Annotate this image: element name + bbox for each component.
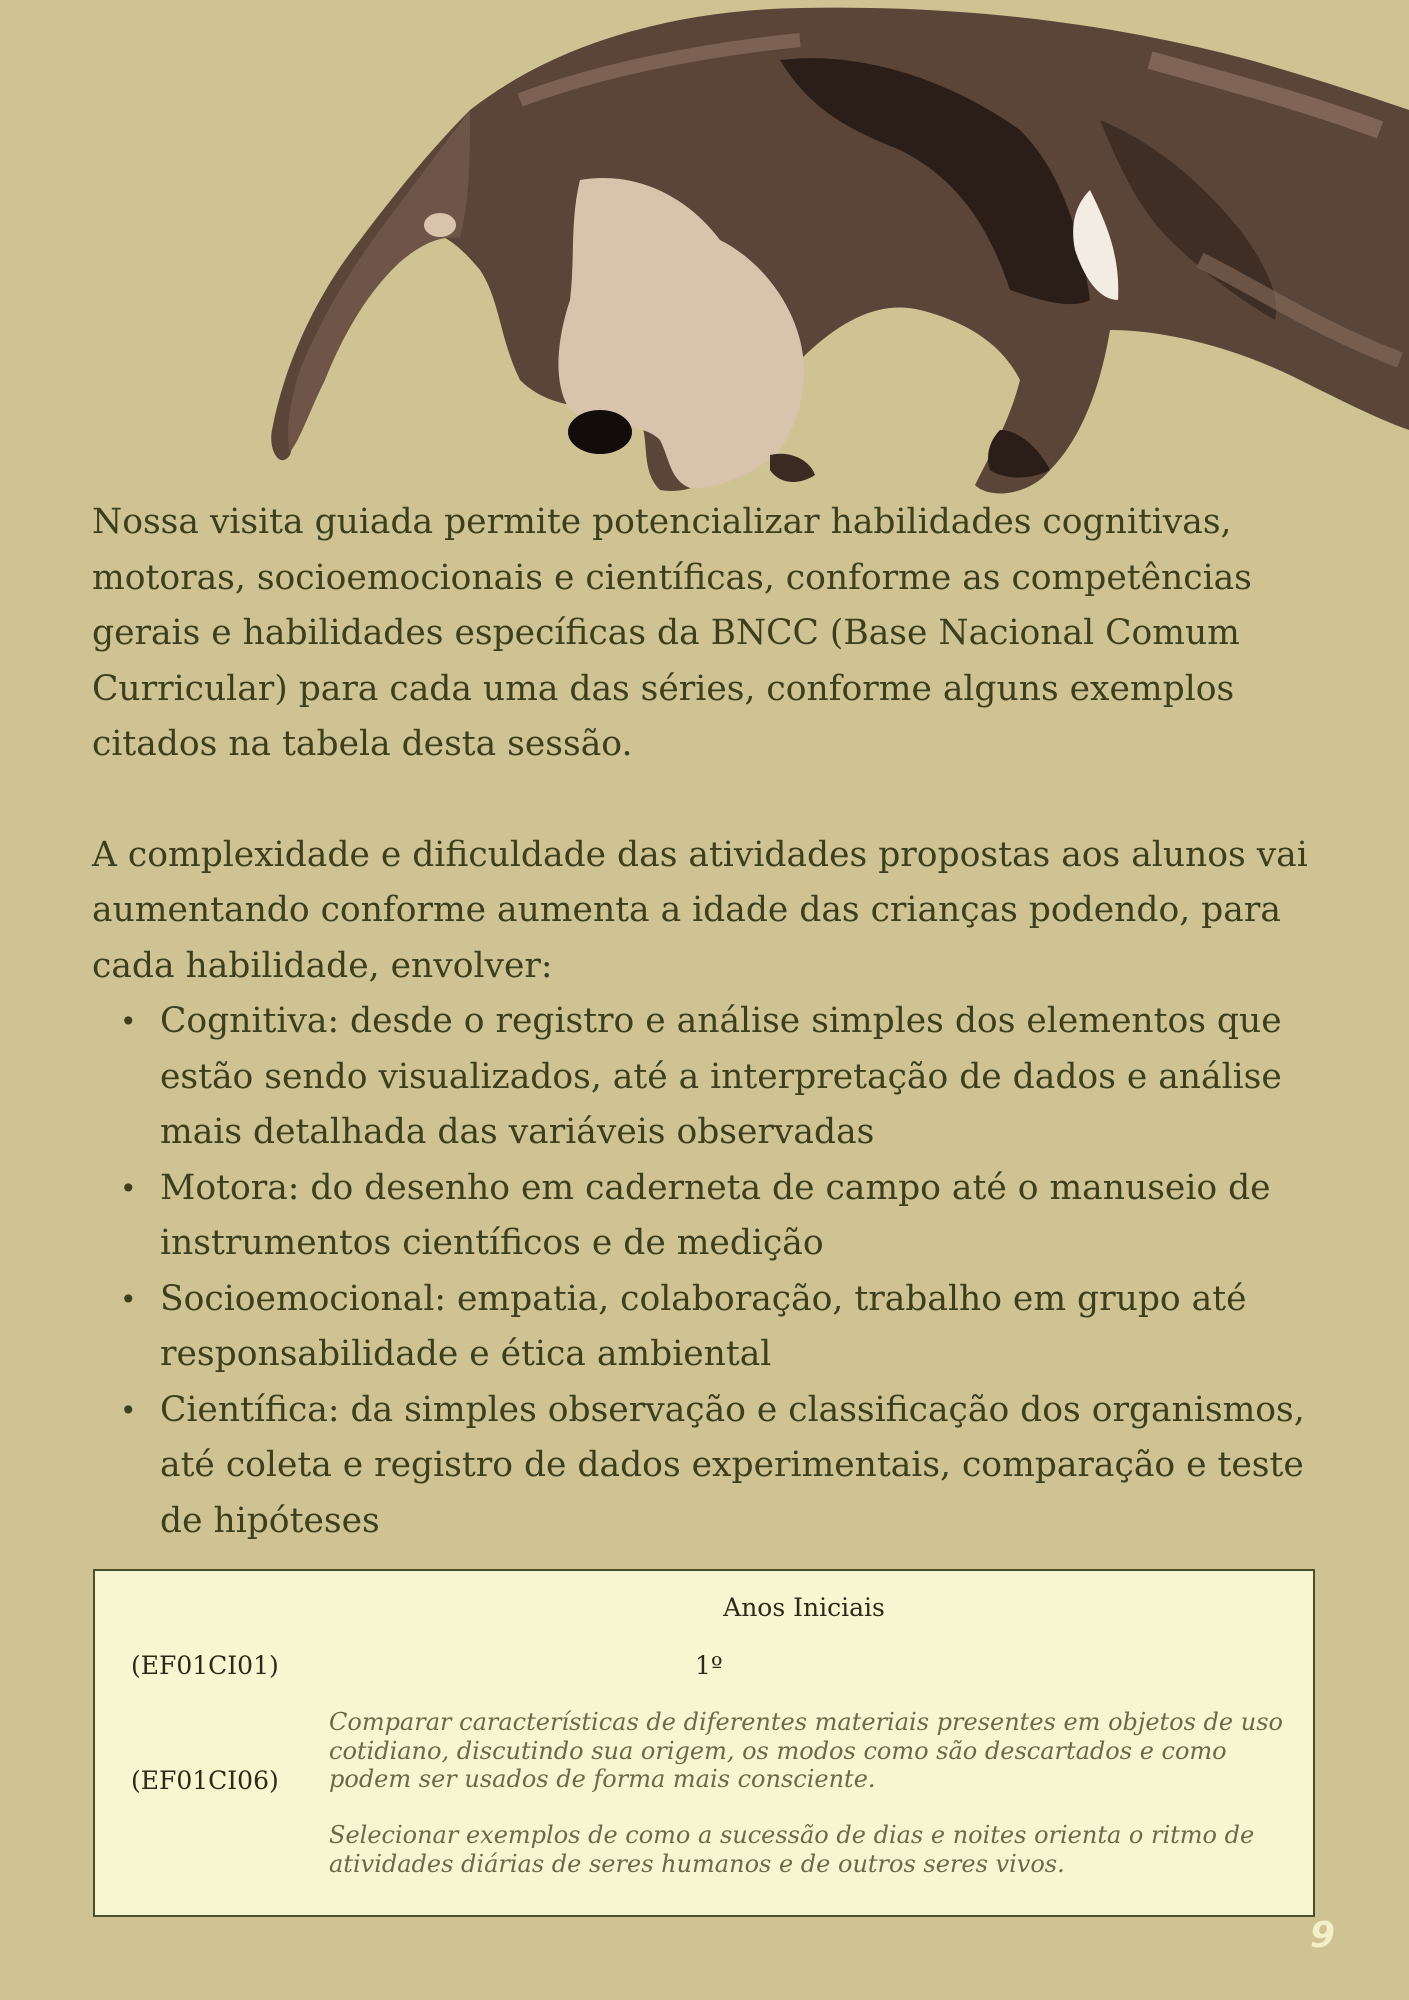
body-text: [92, 495, 1332, 1549]
intro-paragraph-1: Nossa visita guiada permite potencializar habilidades cognitivas, motoras, socioemocionais e científicas, conforme as competências gerais e habilidades específicas da BNCC (Base Nacional Comum Curricular) para cada uma das séries, conforme alguns exemplos citados na tabela desta sessão.: [92, 502, 1252, 764]
page-number: 9: [1310, 1915, 1336, 1956]
school-year: 1º: [695, 1651, 723, 1680]
intro-paragraph-2: A complexidade e dificuldade das atividades propostas aos alunos vai aumentando conforme aumenta a idade das crianças podendo, para cada habilidade, envolver:: [92, 834, 1308, 986]
giant-anteater-illustration: [0, 0, 1409, 500]
skill-description-2: Selecionar exemplos de como a sucessão de dias e noites orienta o ritmo de atividades diárias de seres humanos e de outros seres vivos.: [329, 1821, 1255, 1878]
list-item: • Socioemocional: empatia, colaboração, trabalho em grupo até responsabilidade e ética ambiental: [92, 1272, 1332, 1383]
bncc-table: [93, 1569, 1315, 1917]
list-item: • Motora: do desenho em caderneta de campo até o manuseio de instrumentos científicos e de medição: [92, 1161, 1332, 1272]
skills-list: [92, 994, 1332, 1549]
skill-code-1: (EF01CI01): [131, 1651, 279, 1680]
list-item: • Cognitiva: desde o registro e análise simples dos elementos que estão sendo visualizados, até a interpretação de dados e análise mais detalhada das variáveis observadas: [92, 994, 1332, 1161]
skill-description-1: Comparar características de diferentes materiais presentes em objetos de uso cotidiano, discutindo sua origem, os modos como são descartados e como podem ser usados de forma mais consciente.: [329, 1708, 1283, 1793]
table-heading: Anos Iniciais: [723, 1593, 885, 1622]
list-item: • Científica: da simples observação e classificação dos organismos, até coleta e registro de dados experimentais, comparação e teste de hipóteses: [92, 1383, 1332, 1550]
skill-code-2: (EF01CI06): [131, 1766, 279, 1795]
